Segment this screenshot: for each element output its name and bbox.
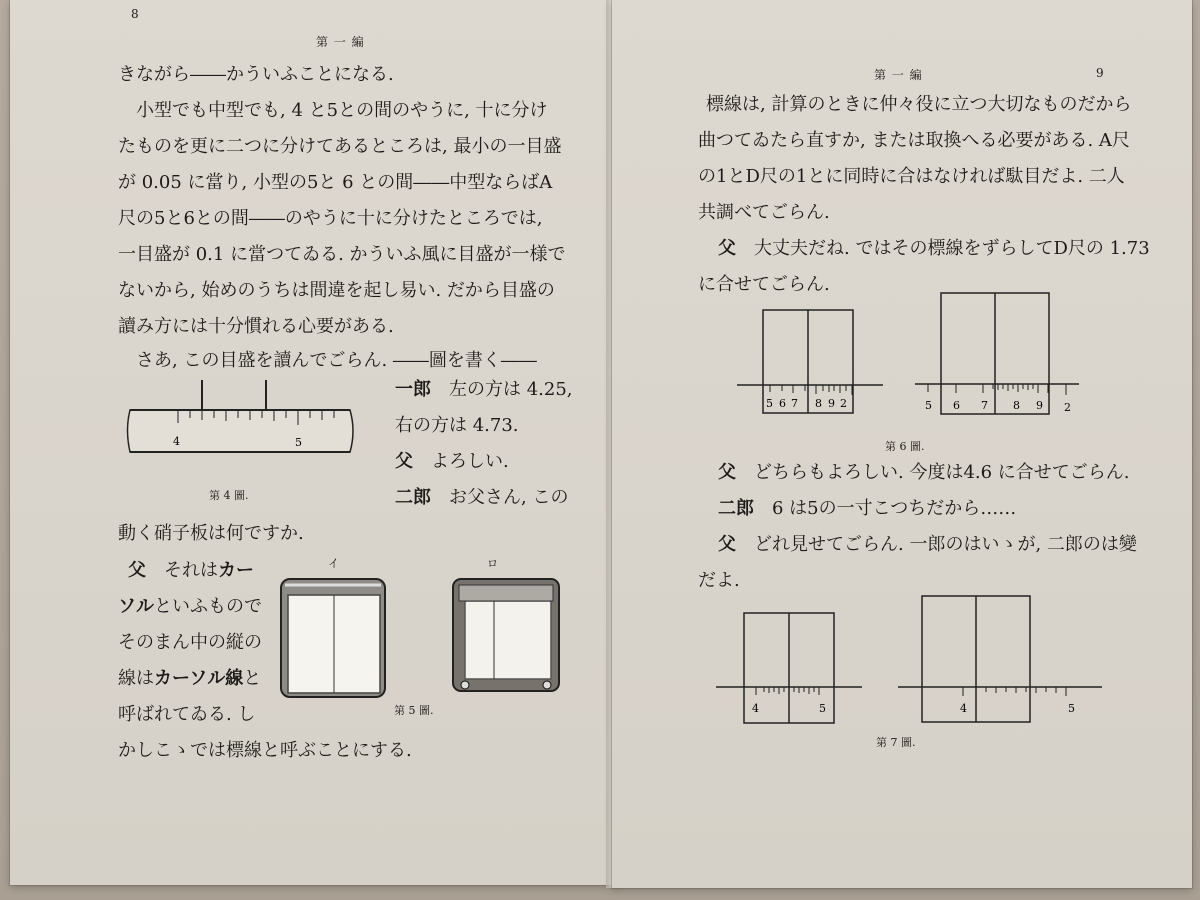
dialogue-3-name: 父 bbox=[718, 534, 736, 555]
dialogue-line-3 bbox=[718, 527, 1137, 563]
right-father-line-2: に合せてごらん. bbox=[698, 274, 830, 295]
right-father-text-1: 大丈夫だね. ではその標線をずらしてD尺の 1.73 bbox=[754, 238, 1150, 259]
dialogue-line-1 bbox=[718, 455, 1130, 491]
bottom-line-4 bbox=[118, 661, 261, 697]
fig6-left-label-6: 6 bbox=[779, 397, 786, 410]
fig6-left-label-9: 9 bbox=[828, 397, 835, 410]
right-line-4: 共調べてごらん. bbox=[698, 202, 830, 223]
bottom-line-2-text: といふもので bbox=[154, 596, 262, 617]
dialogue-1-text: どちらもよろしい. 今度は4.6 に合せてごらん. bbox=[754, 462, 1130, 483]
bottom-line-2 bbox=[118, 589, 262, 625]
side-line-3-text: よろしい. bbox=[431, 451, 509, 472]
left-page-number: 8 bbox=[131, 7, 140, 21]
side-line-4 bbox=[395, 480, 568, 516]
fig6-left-label-7: 7 bbox=[791, 397, 798, 410]
left-line-6: 一目盛が 0.1 に當つてゐる. かういふ風に目盛が一様で bbox=[118, 244, 566, 265]
left-line-8: 讀み方には十分慣れる心要がある. bbox=[118, 316, 394, 337]
left-line-9: さあ, この目盛を讀んでごらん. ――圖を書く―― bbox=[118, 350, 537, 371]
fig6-right-label-7: 7 bbox=[981, 399, 988, 412]
fig6-left-label-5: 5 bbox=[766, 397, 773, 410]
figure-7-left bbox=[714, 608, 866, 728]
fig4-label-4: 4 bbox=[173, 435, 180, 448]
side-line-3 bbox=[395, 444, 509, 480]
bottom-line-1-bold: カー bbox=[218, 560, 254, 581]
dialogue-line-2 bbox=[718, 491, 1016, 527]
left-line-7: ないから, 始めのうちは間違を起し易い. だから目盛の bbox=[118, 280, 555, 301]
fig7-caption: 第 7 圖. bbox=[876, 736, 916, 749]
right-page-header: 第 一 編 bbox=[874, 68, 923, 82]
fig7-right-label-4: 4 bbox=[960, 702, 967, 715]
side-line-1-text: 左の方は 4.25, bbox=[449, 379, 573, 400]
fig5-label-b: ロ bbox=[487, 557, 498, 570]
figure-4-slide-rule-reading bbox=[120, 380, 365, 482]
bottom-line-1-mid: それは bbox=[164, 560, 218, 581]
fig6-right-label-2: 2 bbox=[1064, 401, 1071, 414]
right-father-name: 父 bbox=[718, 238, 736, 259]
bottom-line-3: そのまん中の縦の bbox=[118, 632, 262, 653]
left-line-4: が 0.05 に當り, 小型の5と 6 との間――中型ならばA bbox=[118, 172, 553, 193]
side-line-4-name: 二郎 bbox=[395, 487, 431, 508]
fig7-left-label-5: 5 bbox=[819, 702, 826, 715]
fig6-right-label-8: 8 bbox=[1013, 399, 1020, 412]
bottom-line-5: 呼ばれてゐる. し bbox=[118, 704, 256, 725]
side-line-2: 右の方は 4.73. bbox=[395, 415, 519, 436]
fig4-label-5: 5 bbox=[295, 436, 302, 449]
side-line-4-text: お父さん, この bbox=[449, 487, 569, 508]
figure-5-cursor-a bbox=[277, 575, 389, 701]
bottom-line-6: かしこゝでは標線と呼ぶことにする. bbox=[118, 740, 412, 761]
fig5-caption: 第 5 圖. bbox=[394, 704, 434, 717]
bottom-line-1 bbox=[128, 553, 254, 589]
side-line-1 bbox=[395, 372, 573, 408]
side-line-1-name: 一郎 bbox=[395, 379, 431, 400]
figure-6-right bbox=[913, 289, 1083, 417]
after-dialogue-line: だよ. bbox=[698, 570, 740, 591]
fig6-left-label-2: 2 bbox=[840, 397, 847, 410]
bottom-line-1-name: 父 bbox=[128, 560, 146, 581]
right-line-1: 標線は, 計算のときに仲々役に立つ大切なものだから bbox=[688, 94, 1132, 115]
bottom-line-4-post: と bbox=[243, 668, 262, 689]
right-page-number: 9 bbox=[1096, 66, 1105, 80]
right-father-line-1 bbox=[718, 231, 1150, 267]
left-line-1: きながら――かういふことになる. bbox=[118, 64, 394, 85]
fig7-left-label-4: 4 bbox=[752, 702, 759, 715]
right-page bbox=[612, 0, 1192, 888]
side-line-3-name: 父 bbox=[395, 451, 413, 472]
fig6-left-label-8: 8 bbox=[815, 397, 822, 410]
figure-5-cursor-b bbox=[447, 575, 565, 695]
left-line-after-figure: 動く硝子板は何ですか. bbox=[118, 523, 304, 544]
right-line-3: の1とD尺の1とに同時に合はなければ駄目だよ. 二人 bbox=[698, 166, 1125, 187]
fig6-right-label-5: 5 bbox=[925, 399, 932, 412]
dialogue-2-text: 6 は5の一寸こつちだから…… bbox=[772, 498, 1017, 519]
bottom-line-4-pre: 線は bbox=[118, 668, 154, 689]
fig6-caption: 第 6 圖. bbox=[885, 440, 925, 453]
fig5-label-a: イ bbox=[328, 557, 339, 570]
bottom-line-2-bold: ソル bbox=[118, 596, 154, 617]
bottom-line-4-bold: カーソル線 bbox=[154, 668, 244, 689]
figure-7-right bbox=[896, 592, 1106, 728]
fig4-caption: 第 4 圖. bbox=[209, 489, 249, 502]
figure-6-left bbox=[735, 305, 885, 415]
dialogue-2-name: 二郎 bbox=[718, 498, 754, 519]
right-line-2: 曲つてゐたら直すか, または取換へる必要がある. A尺 bbox=[698, 130, 1130, 151]
left-line-5: 尺の5と6との間――のやうに十に分けたところでは, bbox=[118, 208, 543, 229]
dialogue-3-text: どれ見せてごらん. 一郎のはいゝが, 二郎のは變 bbox=[754, 534, 1137, 555]
left-page-header: 第 一 編 bbox=[316, 35, 365, 49]
left-line-2: 小型でも中型でも, 4 と5との間のやうに, 十に分け bbox=[118, 100, 548, 121]
dialogue-1-name: 父 bbox=[718, 462, 736, 483]
left-line-3: たものを更に二つに分けてあるところは, 最小の一目盛 bbox=[118, 136, 562, 157]
left-page bbox=[10, 0, 618, 885]
fig6-right-label-6: 6 bbox=[953, 399, 960, 412]
fig6-right-label-9: 9 bbox=[1036, 399, 1043, 412]
fig7-right-label-5: 5 bbox=[1068, 702, 1075, 715]
